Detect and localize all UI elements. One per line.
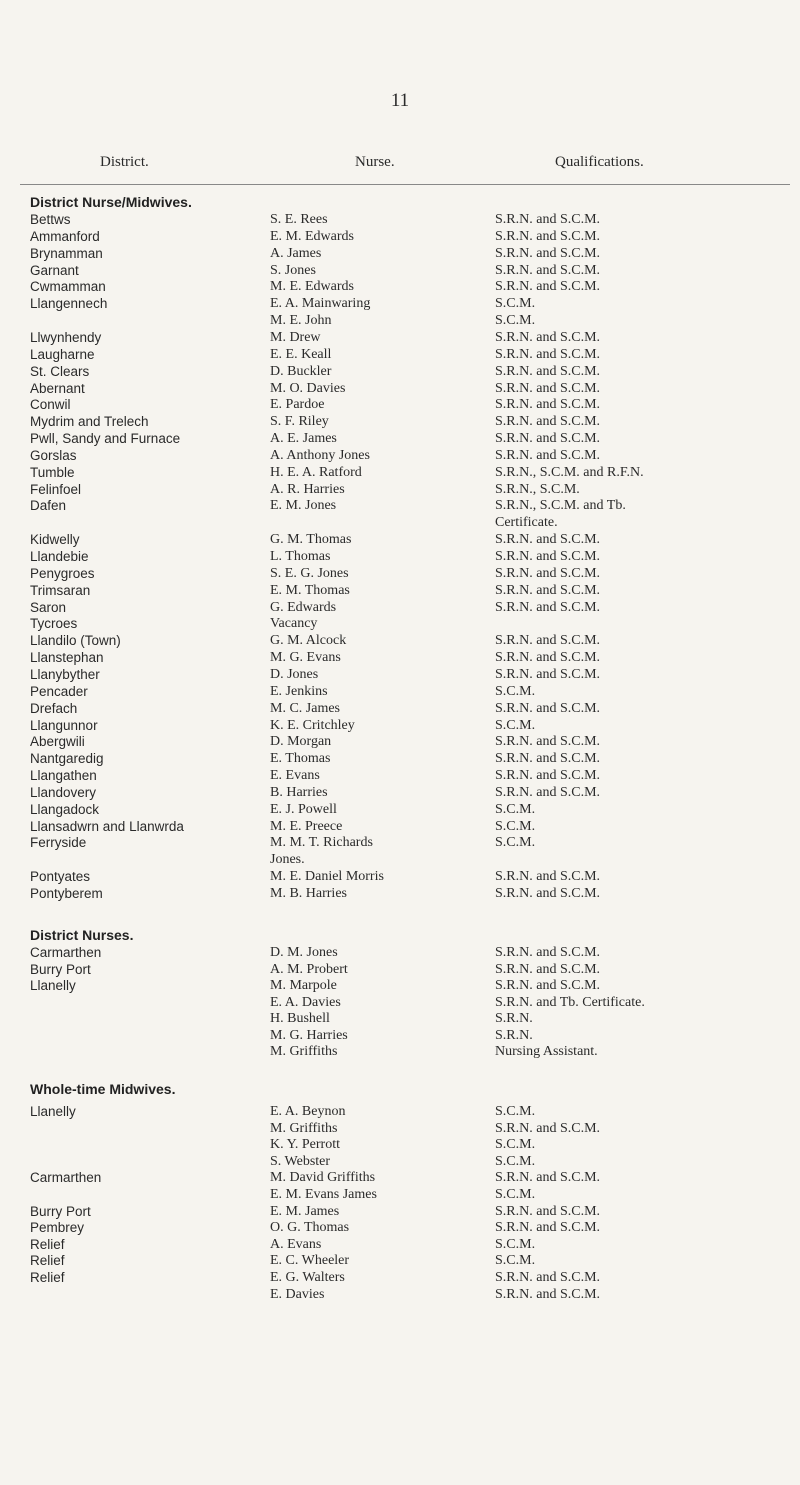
qualification-cell: S.R.N. and S.C.M. <box>495 1286 601 1302</box>
table-row <box>0 330 800 346</box>
district-cell: Brynamman <box>30 245 103 261</box>
nurse-cell: E. G. Walters <box>270 1270 345 1285</box>
section-title: Whole-time Midwives. <box>30 1081 176 1097</box>
section-title: District Nurses. <box>30 927 134 943</box>
table-row <box>0 819 800 835</box>
nurse-cell: S. E. Rees <box>270 212 328 227</box>
nurse-cell: M. Marpole <box>270 978 337 993</box>
nurse-cell: E. M. James <box>270 1203 340 1219</box>
nurse-cell: E. Davies <box>270 1286 325 1302</box>
district-cell: Nantgaredig <box>30 751 104 767</box>
nurse-cell: G. Edwards <box>270 599 337 615</box>
table-row <box>0 397 800 413</box>
nurse-cell: M. E. Daniel Morris <box>270 869 384 885</box>
district-cell: Pembrey <box>30 1220 85 1236</box>
qualification-cell: S.R.N., S.C.M. and Tb. <box>495 498 626 514</box>
nurse-cell: A. E. James <box>270 431 337 447</box>
qualification-cell: S.R.N. and S.C.M. <box>495 1170 601 1186</box>
table-row <box>0 431 800 447</box>
page-number: 11 <box>390 90 410 111</box>
nurse-cell: A. Anthony Jones <box>270 447 370 463</box>
district-cell: Felinfoel <box>30 481 82 497</box>
district-cell: Garnant <box>30 262 79 278</box>
qualification-cell: S.C.M. <box>495 801 536 817</box>
qualification-cell: S.R.N. <box>495 1011 533 1026</box>
qualification-cell: S.R.N. and S.C.M. <box>495 1203 601 1219</box>
table-row <box>0 263 800 279</box>
table-row <box>0 246 800 262</box>
table-row <box>0 978 800 994</box>
table-row <box>0 945 800 961</box>
table-row <box>0 347 800 363</box>
table-row <box>0 498 800 514</box>
table-row <box>0 718 800 734</box>
nurse-cell: E. Jenkins <box>270 683 328 699</box>
nurse-cell: E. E. Keall <box>270 346 332 362</box>
section-title: District Nurse/Midwives. <box>30 194 192 210</box>
nurse-cell: E. M. Thomas <box>270 582 350 598</box>
table-row <box>0 684 800 700</box>
table-row <box>0 650 800 666</box>
nurse-cell: S. F. Riley <box>270 414 329 430</box>
nurse-cell: M. David Griffiths <box>270 1170 376 1186</box>
table-row <box>0 802 800 818</box>
qualification-cell: S.C.M. <box>495 818 536 834</box>
district-cell: Llandilo (Town) <box>30 633 121 649</box>
qualification-cell: S.R.N. and S.C.M. <box>495 397 601 413</box>
table-row <box>0 1170 800 1186</box>
qualification-cell: S.C.M. <box>495 296 536 312</box>
district-cell: Pontyberem <box>30 886 103 901</box>
qualification-cell: S.R.N. and S.C.M. <box>495 886 601 901</box>
qualification-cell: S.R.N. and S.C.M. <box>495 1120 601 1136</box>
nurse-cell: E. Pardoe <box>270 397 325 413</box>
district-cell: Llwynhendy <box>30 329 102 345</box>
table-row <box>0 869 800 885</box>
district-cell: Dafen <box>30 498 67 514</box>
district-cell: Mydrim and Trelech <box>30 414 149 430</box>
qualification-cell: S.R.N. and S.C.M. <box>495 363 601 379</box>
table-row <box>0 633 800 649</box>
nurse-cell: M. E. Preece <box>270 818 343 834</box>
district-cell: Abernant <box>30 380 85 396</box>
table-row <box>0 835 800 851</box>
header-rule <box>20 184 790 185</box>
district-cell: Tumble <box>30 464 75 480</box>
district-cell: Llandovery <box>30 784 97 800</box>
district-cell: Llangadock <box>30 801 100 817</box>
nurse-cell: M. E. John <box>270 313 332 329</box>
nurse-cell: S. E. G. Jones <box>270 565 349 581</box>
qualification-cell: S.R.N. and S.C.M. <box>495 279 601 295</box>
qualification-cell: S.R.N. and Tb. Certificate. <box>495 994 645 1010</box>
table-row <box>0 313 800 329</box>
nurse-cell: M. B. Harries <box>270 886 347 901</box>
nurse-cell: A. James <box>270 245 322 261</box>
table-row <box>0 886 800 902</box>
nurse-cell: M. G. Harries <box>270 1027 348 1043</box>
table-row <box>0 482 800 498</box>
district-cell: Relief <box>30 1236 65 1252</box>
district-cell: Pontyates <box>30 869 91 885</box>
nurse-cell: E. M. Edwards <box>270 228 354 244</box>
nurse-cell: E. A. Beynon <box>270 1104 346 1119</box>
table-row <box>0 1121 800 1137</box>
qualification-cell: S.R.N. and S.C.M. <box>495 212 601 227</box>
qualification-cell: S.R.N. and S.C.M. <box>495 599 601 615</box>
table-row <box>0 465 800 481</box>
qualification-cell: S.R.N. and S.C.M. <box>495 700 601 716</box>
qualification-cell: S.C.M. <box>495 1153 536 1169</box>
district-cell: Llanybyther <box>30 666 100 682</box>
nurse-cell: K. E. Critchley <box>270 717 355 733</box>
district-cell: Cwmamman <box>30 279 106 295</box>
table-row <box>0 414 800 430</box>
qualification-cell: S.C.M. <box>495 683 536 699</box>
nurse-cell: E. A. Davies <box>270 994 341 1010</box>
table-row <box>0 768 800 784</box>
nurse-cell: E. M. Evans James <box>270 1187 377 1202</box>
qualification-cell: S.R.N. and S.C.M. <box>495 633 601 649</box>
qualification-cell: S.R.N., S.C.M. <box>495 481 580 497</box>
district-cell: Kidwelly <box>30 532 80 548</box>
qualification-cell: S.C.M. <box>495 1187 536 1202</box>
nurse-cell: G. M. Alcock <box>270 633 347 649</box>
qualification-cell: S.R.N. and S.C.M. <box>495 768 601 784</box>
table-row <box>0 296 800 312</box>
nurse-cell: A. Evans <box>270 1236 322 1252</box>
nurse-cell: K. Y. Perrott <box>270 1137 340 1153</box>
qualification-cell: S.C.M. <box>495 717 536 733</box>
district-cell: Burry Port <box>30 1203 91 1219</box>
qualification-cell: S.R.N. and S.C.M. <box>495 262 601 278</box>
nurse-cell: B. Harries <box>270 784 328 800</box>
qualification-cell: S.R.N. and S.C.M. <box>495 978 601 993</box>
district-cell: Relief <box>30 1253 65 1269</box>
qualification-cell: S.R.N. and S.C.M. <box>495 1270 601 1285</box>
qualification-cell: S.R.N. and S.C.M. <box>495 650 601 666</box>
table-row <box>0 785 800 801</box>
district-cell: Bettws <box>30 212 71 227</box>
nurse-cell: D. Morgan <box>270 734 332 750</box>
nurse-cell: A. R. Harries <box>270 481 345 497</box>
district-cell: Penygroes <box>30 565 95 581</box>
table-row <box>0 1237 800 1253</box>
district-cell: Laugharne <box>30 346 95 362</box>
table-row <box>0 600 800 616</box>
nurse-cell: E. A. Mainwaring <box>270 296 371 312</box>
qualification-cell: S.R.N. and S.C.M. <box>495 245 601 261</box>
table-row <box>0 1154 800 1170</box>
nurse-cell: M. M. T. Richards <box>270 835 373 851</box>
district-cell: Llanstephan <box>30 650 104 666</box>
district-cell: Gorslas <box>30 447 77 463</box>
district-cell: Tycroes <box>30 616 78 632</box>
qualification-cell: S.R.N. and S.C.M. <box>495 945 601 960</box>
district-cell: Drefach <box>30 700 78 716</box>
table-row <box>0 364 800 380</box>
nurse-cell: M. Griffiths <box>270 1120 338 1136</box>
table-row <box>0 1137 800 1153</box>
qualification-cell: S.C.M. <box>495 1137 536 1153</box>
table-row <box>0 532 800 548</box>
qualification-cell: S.C.M. <box>495 1104 536 1119</box>
table-row <box>0 616 800 632</box>
table-row <box>0 229 800 245</box>
table-row <box>0 1011 800 1027</box>
nurse-cell: O. G. Thomas <box>270 1220 350 1236</box>
table-row <box>0 1253 800 1269</box>
district-cell: Carmarthen <box>30 1170 102 1186</box>
table-row <box>0 1187 800 1203</box>
nurse-cell: E. J. Powell <box>270 801 337 817</box>
nurse-cell: L. Thomas <box>270 549 331 564</box>
nurse-cell: S. Webster <box>270 1153 331 1169</box>
table-row <box>0 279 800 295</box>
qualification-cell: S.C.M. <box>495 1236 536 1252</box>
qualification-cell: S.R.N. and S.C.M. <box>495 414 601 430</box>
qualification-cell: S.R.N. and S.C.M. <box>495 869 601 885</box>
district-cell: Carmarthen <box>30 945 102 960</box>
table-row <box>0 701 800 717</box>
qualification-cell: Nursing Assistant. <box>495 1044 598 1059</box>
nurse-cell: Jones. <box>270 852 305 868</box>
qualification-cell: S.C.M. <box>495 835 536 851</box>
table-row <box>0 1220 800 1236</box>
qualification-cell: S.R.N. and S.C.M. <box>495 447 601 463</box>
table-row <box>0 566 800 582</box>
qualification-cell: S.R.N. and S.C.M. <box>495 751 601 767</box>
qualification-cell: S.R.N. <box>495 1027 533 1043</box>
table-row <box>0 734 800 750</box>
header-district: District. <box>100 154 149 170</box>
district-cell: St. Clears <box>30 363 90 379</box>
table-row <box>0 212 800 228</box>
table-row <box>0 852 800 868</box>
nurse-cell: M. O. Davies <box>270 380 346 396</box>
district-cell: Llanelly <box>30 1104 76 1119</box>
qualification-cell: S.R.N. and S.C.M. <box>495 1220 601 1236</box>
district-cell: Ammanford <box>30 228 100 244</box>
district-cell: Llangathen <box>30 768 97 784</box>
qualification-cell: S.R.N. and S.C.M. <box>495 582 601 598</box>
header-nurse: Nurse. <box>355 154 395 170</box>
table-row <box>0 1204 800 1220</box>
district-cell: Ferryside <box>30 835 87 851</box>
qualification-cell: S.R.N. and S.C.M. <box>495 734 601 750</box>
nurse-cell: E. Evans <box>270 768 320 784</box>
district-cell: Trimsaran <box>30 582 91 598</box>
qualification-cell: S.R.N. and S.C.M. <box>495 380 601 396</box>
table-row <box>0 751 800 767</box>
nurse-cell: A. M. Probert <box>270 961 348 977</box>
nurse-cell: M. Griffiths <box>270 1044 338 1059</box>
table-row <box>0 515 800 531</box>
nurse-cell: D. Jones <box>270 666 319 682</box>
district-cell: Pwll, Sandy and Furnace <box>30 431 181 447</box>
nurse-cell: D. Buckler <box>270 363 332 379</box>
district-cell: Conwil <box>30 397 71 413</box>
district-cell: Relief <box>30 1270 65 1285</box>
qualification-cell: S.R.N. and S.C.M. <box>495 431 601 447</box>
qualification-cell: Certificate. <box>495 515 558 531</box>
qualification-cell: S.R.N. and S.C.M. <box>495 565 601 581</box>
nurse-cell: S. Jones <box>270 262 316 278</box>
qualification-cell: S.R.N., S.C.M. and R.F.N. <box>495 464 644 480</box>
qualification-cell: S.R.N. and S.C.M. <box>495 228 601 244</box>
header-qualifications: Qualifications. <box>555 154 644 170</box>
nurse-cell: Vacancy <box>270 616 318 632</box>
qualification-cell: S.R.N. and S.C.M. <box>495 784 601 800</box>
qualification-cell: S.R.N. and S.C.M. <box>495 532 601 548</box>
qualification-cell: S.R.N. and S.C.M. <box>495 961 601 977</box>
qualification-cell: S.R.N. and S.C.M. <box>495 666 601 682</box>
table-row <box>0 1028 800 1044</box>
district-cell: Abergwili <box>30 734 85 750</box>
table-row <box>0 448 800 464</box>
district-cell: Llandebie <box>30 549 89 564</box>
nurse-cell: D. M. Jones <box>270 945 338 960</box>
nurse-cell: M. Drew <box>270 329 321 345</box>
table-row <box>0 1270 800 1286</box>
table-row <box>0 549 800 565</box>
qualification-cell: S.C.M. <box>495 1253 536 1269</box>
nurse-cell: G. M. Thomas <box>270 532 352 548</box>
nurse-cell: E. C. Wheeler <box>270 1253 350 1269</box>
district-cell: Llanelly <box>30 978 76 993</box>
qualification-cell: S.R.N. and S.C.M. <box>495 346 601 362</box>
qualification-cell: S.R.N. and S.C.M. <box>495 329 601 345</box>
district-cell: Saron <box>30 599 67 615</box>
table-row <box>0 1104 800 1120</box>
table-row <box>0 962 800 978</box>
table-row <box>0 1044 800 1060</box>
district-cell: Pencader <box>30 683 88 699</box>
district-cell: Burry Port <box>30 961 91 977</box>
district-cell: Llangunnor <box>30 717 98 733</box>
table-row <box>0 667 800 683</box>
nurse-cell: M. C. James <box>270 700 340 716</box>
nurse-cell: M. E. Edwards <box>270 279 354 295</box>
district-cell: Llangennech <box>30 296 108 312</box>
nurse-cell: E. M. Jones <box>270 498 337 514</box>
district-cell: Llansadwrn and Llanwrda <box>30 818 184 834</box>
qualification-cell: S.R.N. and S.C.M. <box>495 549 601 564</box>
table-row <box>0 995 800 1011</box>
nurse-cell: H. E. A. Ratford <box>270 464 362 480</box>
nurse-cell: E. Thomas <box>270 751 331 767</box>
qualification-cell: S.C.M. <box>495 313 536 329</box>
table-row <box>0 381 800 397</box>
nurse-cell: H. Bushell <box>270 1011 330 1026</box>
nurse-cell: M. G. Evans <box>270 650 341 666</box>
table-row <box>0 583 800 599</box>
table-row <box>0 1287 800 1303</box>
